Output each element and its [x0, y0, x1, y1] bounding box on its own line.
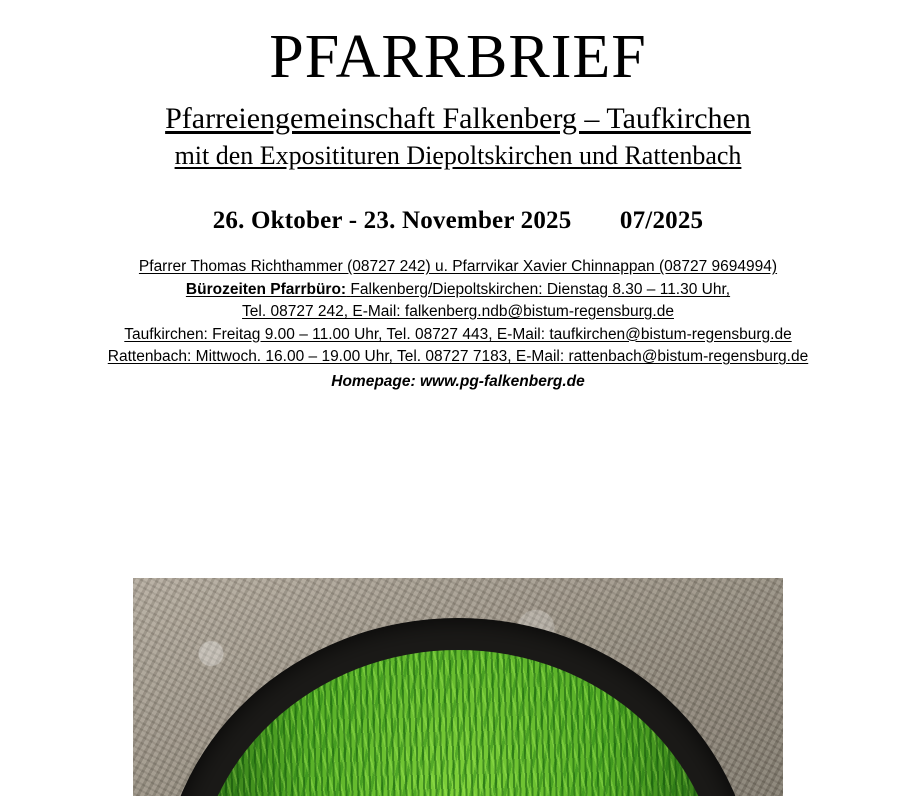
- photo-canvas: [133, 578, 783, 796]
- office-rattenbach-line: Rattenbach: Mittwoch. 16.00 – 19.00 Uhr, Tel. 08727 7183, E-Mail: rattenbach@bistum-regensburg.de: [107, 348, 809, 365]
- issue-number: 07/2025: [619, 207, 704, 234]
- office-hours-line: [0, 279, 916, 302]
- date-range: 26. Oktober - 23. November 2025: [212, 207, 572, 234]
- grass-field: [195, 650, 721, 796]
- office-taufkirchen-line: Taufkirchen: Freitag 9.00 – 11.00 Uhr, Tel. 08727 443, E-Mail: taufkirchen@bistum-regensburg.de: [124, 325, 792, 343]
- office-hours-falkenberg: Falkenberg/Diepoltskirchen: Dienstag 8.30 – 11.30 Uhr,: [350, 280, 731, 298]
- office-hours-label: Bürozeiten Pfarrbüro:: [185, 280, 347, 298]
- homepage-line: Homepage: www.pg-falkenberg.de: [331, 372, 585, 390]
- issue-dateline: [0, 206, 916, 236]
- parish-community-subtitle: Pfarreiengemeinschaft Falkenberg – Taufkirchen: [165, 102, 751, 135]
- contact-block: [0, 256, 916, 393]
- page-title: PFARRBRIEF: [269, 23, 647, 91]
- office-falkenberg-contact: Tel. 08727 242, E-Mail: falkenberg.ndb@bistum-regensburg.de: [242, 303, 674, 320]
- masthead: [0, 0, 916, 172]
- clergy-line: Pfarrer Thomas Richthammer (08727 242) u. Pfarrvikar Xavier Chinnappan (08727 9694994): [138, 258, 778, 275]
- expositur-subtitle: mit den Expositituren Diepoltskirchen und Rattenbach: [174, 141, 742, 170]
- stone-arch-grave-cross-photo: [133, 578, 783, 796]
- grass-vignette: [195, 650, 721, 796]
